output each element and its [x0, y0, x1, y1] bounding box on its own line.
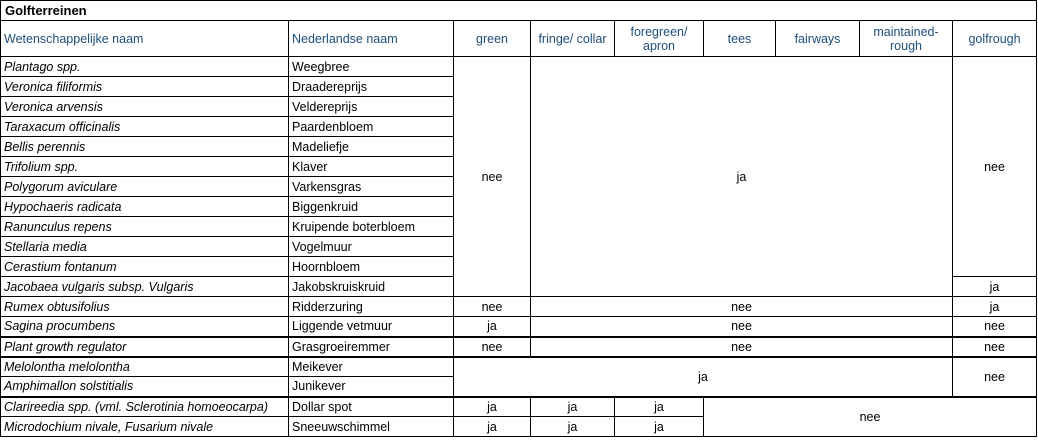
cell-foregreen-dollar: ja	[615, 397, 704, 417]
cell-green-block1: nee	[454, 57, 531, 297]
dutch-name: Liggende vetmuur	[289, 317, 454, 337]
table-row	[1, 317, 1037, 337]
scientific-name: Stellaria media	[1, 237, 289, 257]
table-row	[1, 337, 1037, 357]
table-row	[1, 297, 1037, 317]
scientific-name: Rumex obtusifolius	[1, 297, 289, 317]
scientific-name: Microdochium nivale, Fusarium nivale	[1, 417, 289, 437]
cell-golfrough-kevers: nee	[953, 357, 1037, 397]
header-fringe-collar: fringe/ collar	[531, 21, 615, 57]
dutch-name: Veldereprijs	[289, 97, 454, 117]
table-row	[1, 397, 1037, 417]
header-tees: tees	[704, 21, 776, 57]
dutch-name: Kruipende boterbloem	[289, 217, 454, 237]
cell-green-dollar: ja	[454, 397, 531, 417]
scientific-name: Plantago spp.	[1, 57, 289, 77]
dutch-name: Varkensgras	[289, 177, 454, 197]
header-green: green	[454, 21, 531, 57]
scientific-name: Hypochaeris radicata	[1, 197, 289, 217]
cell-fringe-dollar: ja	[531, 397, 615, 417]
cell-golfrough-jacobaea: ja	[953, 277, 1037, 297]
scientific-name: Polygorum aviculare	[1, 177, 289, 197]
dutch-name: Draadereprijs	[289, 77, 454, 97]
header-scientific-name: Wetenschappelijke naam	[1, 21, 289, 57]
dutch-name: Madeliefje	[289, 137, 454, 157]
dutch-name: Klaver	[289, 157, 454, 177]
scientific-name: Sagina procumbens	[1, 317, 289, 337]
dutch-name: Jakobskruiskruid	[289, 277, 454, 297]
scientific-name: Cerastium fontanum	[1, 257, 289, 277]
dutch-name: Junikever	[289, 377, 454, 397]
cell-mid-rumex: nee	[531, 297, 953, 317]
cell-rest-fungi: nee	[704, 397, 1037, 437]
header-maintained-rough: maintained-rough	[860, 21, 953, 57]
scientific-name: Taraxacum officinalis	[1, 117, 289, 137]
table-row	[1, 57, 1037, 77]
dutch-name: Biggenkruid	[289, 197, 454, 217]
scientific-name: Amphimallon solstitialis	[1, 377, 289, 397]
cell-mid-sagina: nee	[531, 317, 953, 337]
cell-golfrough-block1: nee	[953, 57, 1037, 277]
cell-mid-block1: ja	[531, 57, 953, 297]
scientific-name: Trifolium spp.	[1, 157, 289, 177]
scientific-name: Bellis perennis	[1, 137, 289, 157]
dutch-name: Grasgroeiremmer	[289, 337, 454, 357]
dutch-name: Paardenbloem	[289, 117, 454, 137]
dutch-name: Meikever	[289, 357, 454, 377]
header-foregreen-apron: foregreen/ apron	[615, 21, 704, 57]
cell-golfrough-sagina: nee	[953, 317, 1037, 337]
table-row	[1, 357, 1037, 377]
scientific-name: Clarireedia spp. (vml. Sclerotinia homoeocarpa)	[1, 397, 289, 417]
scientific-name: Veronica filiformis	[1, 77, 289, 97]
dutch-name: Ridderzuring	[289, 297, 454, 317]
cell-mid-kevers: ja	[454, 357, 953, 397]
cell-green-sagina: ja	[454, 317, 531, 337]
header-dutch-name: Nederlandse naam	[289, 21, 454, 57]
cell-golfrough-pgr: nee	[953, 337, 1037, 357]
header-golfrough: golfrough	[953, 21, 1037, 57]
dutch-name: Weegbree	[289, 57, 454, 77]
scientific-name: Ranunculus repens	[1, 217, 289, 237]
dutch-name: Vogelmuur	[289, 237, 454, 257]
dutch-name: Sneeuwschimmel	[289, 417, 454, 437]
cell-green-pgr: nee	[454, 337, 531, 357]
dutch-name: Dollar spot	[289, 397, 454, 417]
cell-golfrough-rumex: ja	[953, 297, 1037, 317]
cell-fringe-sneeuw: ja	[531, 417, 615, 437]
scientific-name: Melolontha melolontha	[1, 357, 289, 377]
table-title: Golfterreinen	[1, 1, 1037, 21]
dutch-name: Hoornbloem	[289, 257, 454, 277]
cell-foregreen-sneeuw: ja	[615, 417, 704, 437]
scientific-name: Jacobaea vulgaris subsp. Vulgaris	[1, 277, 289, 297]
cell-mid-pgr: nee	[531, 337, 953, 357]
cell-green-sneeuw: ja	[454, 417, 531, 437]
scientific-name: Plant growth regulator	[1, 337, 289, 357]
header-fairways: fairways	[776, 21, 860, 57]
scientific-name: Veronica arvensis	[1, 97, 289, 117]
cell-green-rumex: nee	[454, 297, 531, 317]
